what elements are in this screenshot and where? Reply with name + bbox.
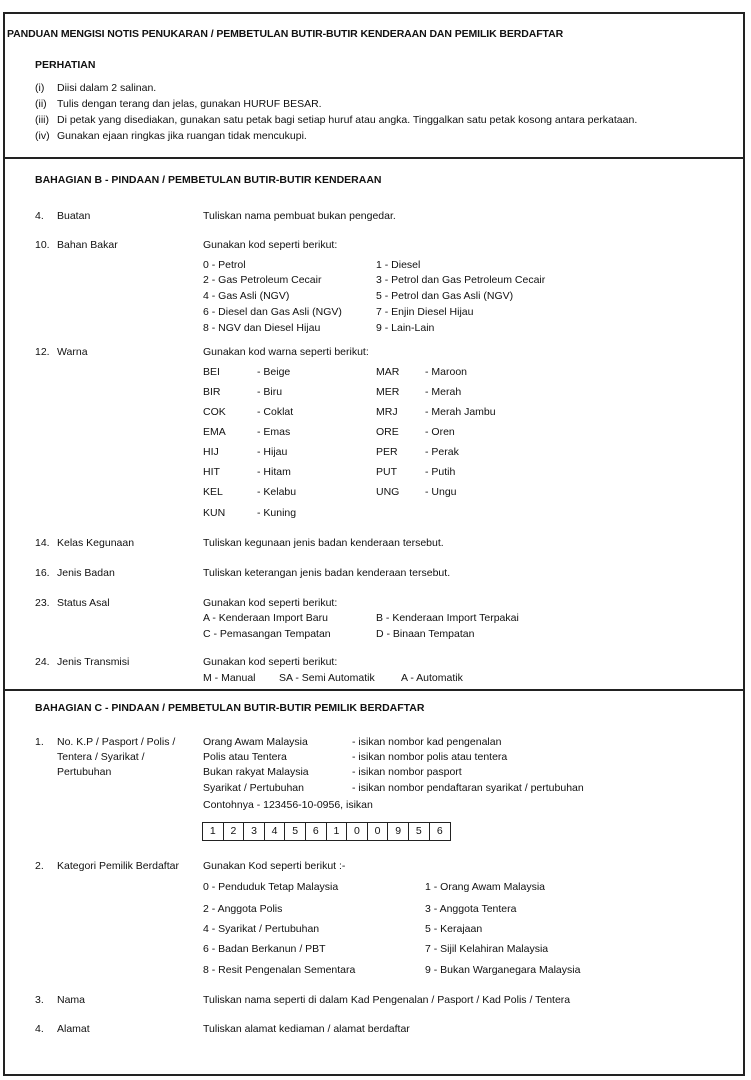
color-name: - Kelabu <box>257 486 297 498</box>
color-code: HIT <box>203 466 220 478</box>
color-name: - Biru <box>257 386 283 398</box>
bahagian-b-heading: BAHAGIAN B - PINDAAN / PEMBETULAN BUTIR-BUTIR KENDERAAN <box>35 174 382 186</box>
transmission-code: SA - Semi Automatik <box>279 672 375 684</box>
no-kp-label-line: Pertubuhan <box>57 766 112 778</box>
color-name: - Coklat <box>257 406 294 418</box>
color-name: - Beige <box>257 366 291 378</box>
digit-box: 5 <box>285 823 306 840</box>
item-number: 4. <box>35 1023 44 1035</box>
perhatian-item-text: Diisi dalam 2 salinan. <box>57 82 157 94</box>
warna-desc: Gunakan kod warna seperti berikut: <box>203 346 369 358</box>
item-number: 4. <box>35 210 44 222</box>
item-number: 14. <box>35 537 50 549</box>
fuel-code: 7 - Enjin Diesel Hijau <box>376 306 474 318</box>
status-asal-label: Status Asal <box>57 597 110 609</box>
category-code: 3 - Anggota Tentera <box>425 903 517 915</box>
jenis-badan-label: Jenis Badan <box>57 567 115 579</box>
document-title: PANDUAN MENGISI NOTIS PENUKARAN / PEMBETULAN BUTIR-BUTIR KENDERAAN DAN PEMILIK BERDAFTAR <box>7 28 564 40</box>
alamat-desc: Tuliskan alamat kediaman / alamat berdaftar <box>203 1023 410 1035</box>
item-number: 10. <box>35 239 50 251</box>
fuel-code: 6 - Diesel dan Gas Asli (NGV) <box>203 306 342 318</box>
perhatian-item-num: (iii) <box>35 114 49 126</box>
example-text: Contohnya - 123456-10-0956, isikan <box>203 799 373 811</box>
color-name: - Perak <box>425 446 459 458</box>
kategori-label: Kategori Pemilik Berdaftar <box>57 860 179 872</box>
color-code: KUN <box>203 507 226 519</box>
status-code: C - Pemasangan Tempatan <box>203 628 331 640</box>
id-type: Orang Awam Malaysia <box>203 736 308 748</box>
jenis-badan-desc: Tuliskan keterangan jenis badan kenderaan tersebut. <box>203 567 451 579</box>
color-name: - Emas <box>257 426 291 438</box>
section-divider <box>5 689 743 691</box>
item-number: 16. <box>35 567 50 579</box>
fuel-code: 9 - Lain-Lain <box>376 322 435 334</box>
fuel-code: 2 - Gas Petroleum Cecair <box>203 274 322 286</box>
bahan-bakar-desc: Gunakan kod seperti berikut: <box>203 239 338 251</box>
id-instruction: - isikan nombor pasport <box>352 766 462 778</box>
fuel-code: 1 - Diesel <box>376 259 421 271</box>
color-code: MRJ <box>376 406 398 418</box>
category-code: 7 - Sijil Kelahiran Malaysia <box>425 943 549 955</box>
category-code: 8 - Resit Pengenalan Sementara <box>203 964 356 976</box>
id-type: Syarikat / Pertubuhan <box>203 782 304 794</box>
bahan-bakar-label: Bahan Bakar <box>57 239 118 251</box>
id-instruction: - isikan nombor polis atau tentera <box>352 751 508 763</box>
item-number: 12. <box>35 346 50 358</box>
digit-box: 4 <box>265 823 286 840</box>
color-name: - Ungu <box>425 486 457 498</box>
color-code: KEL <box>203 486 223 498</box>
nama-label: Nama <box>57 994 86 1006</box>
transmission-code: M - Manual <box>203 672 256 684</box>
category-code: 4 - Syarikat / Pertubuhan <box>203 923 320 935</box>
category-code: 2 - Anggota Polis <box>203 903 283 915</box>
digit-box: 1 <box>203 823 224 840</box>
status-code: B - Kenderaan Import Terpakai <box>376 612 519 624</box>
digit-box: 1 <box>327 823 348 840</box>
status-code: A - Kenderaan Import Baru <box>203 612 328 624</box>
no-kp-label-line: No. K.P / Pasport / Polis / <box>57 736 176 748</box>
color-name: - Maroon <box>425 366 468 378</box>
bahagian-c-heading: BAHAGIAN C - PINDAAN / PEMBETULAN BUTIR-BUTIR PEMILIK BERDAFTAR <box>35 702 425 714</box>
digit-box: 5 <box>409 823 430 840</box>
color-name: - Hijau <box>257 446 288 458</box>
kelas-kegunaan-label: Kelas Kegunaan <box>57 537 135 549</box>
perhatian-item-text: Tulis dengan terang dan jelas, gunakan HURUF BESAR. <box>57 98 322 110</box>
fuel-code: 4 - Gas Asli (NGV) <box>203 290 290 302</box>
perhatian-heading: PERHATIAN <box>35 59 96 71</box>
color-code: BIR <box>203 386 221 398</box>
example-digit-boxes <box>202 822 451 841</box>
kelas-kegunaan-desc: Tuliskan kegunaan jenis badan kenderaan tersebut. <box>203 537 444 549</box>
perhatian-item-text: Di petak yang disediakan, gunakan satu petak bagi setiap huruf atau angka. Tinggalkan satu petak kosong antara perkataan. <box>57 114 638 126</box>
id-type: Polis atau Tentera <box>203 751 287 763</box>
status-code: D - Binaan Tempatan <box>376 628 475 640</box>
guide-form <box>3 12 745 1076</box>
color-name: - Putih <box>425 466 456 478</box>
perhatian-item-num: (i) <box>35 82 45 94</box>
buatan-label: Buatan <box>57 210 91 222</box>
color-code: COK <box>203 406 226 418</box>
no-kp-label-line: Tentera / Syarikat / <box>57 751 145 763</box>
digit-box: 2 <box>224 823 245 840</box>
transmission-code: A - Automatik <box>401 672 463 684</box>
item-number: 24. <box>35 656 50 668</box>
category-code: 0 - Penduduk Tetap Malaysia <box>203 881 339 893</box>
id-type: Bukan rakyat Malaysia <box>203 766 309 778</box>
color-code: ORE <box>376 426 399 438</box>
jenis-transmisi-label: Jenis Transmisi <box>57 656 130 668</box>
category-code: 6 - Badan Berkanun / PBT <box>203 943 326 955</box>
color-code: HIJ <box>203 446 219 458</box>
fuel-code: 8 - NGV dan Diesel Hijau <box>203 322 321 334</box>
section-divider <box>5 157 743 159</box>
color-name: - Kuning <box>257 507 297 519</box>
digit-box: 6 <box>436 825 443 837</box>
id-instruction: - isikan nombor pendaftaran syarikat / pertubuhan <box>352 782 584 794</box>
color-code: UNG <box>376 486 400 498</box>
color-name: - Oren <box>425 426 455 438</box>
digit-box: 9 <box>388 823 409 840</box>
fuel-code: 3 - Petrol dan Gas Petroleum Cecair <box>376 274 546 286</box>
digit-box: 0 <box>368 823 389 840</box>
item-number: 2. <box>35 860 44 872</box>
color-code: BEI <box>203 366 220 378</box>
id-instruction: - isikan nombor kad pengenalan <box>352 736 502 748</box>
color-code: PER <box>376 446 398 458</box>
perhatian-item-text: Gunakan ejaan ringkas jika ruangan tidak mencukupi. <box>57 130 307 142</box>
buatan-desc: Tuliskan nama pembuat bukan pengedar. <box>203 210 396 222</box>
category-code: 5 - Kerajaan <box>425 923 483 935</box>
fuel-code: 0 - Petrol <box>203 259 246 271</box>
digit-box: 0 <box>347 823 368 840</box>
jenis-transmisi-desc: Gunakan kod seperti berikut: <box>203 656 338 668</box>
digit-box: 6 <box>306 823 327 840</box>
category-code: 1 - Orang Awam Malaysia <box>425 881 546 893</box>
color-code: EMA <box>203 426 226 438</box>
item-number: 3. <box>35 994 44 1006</box>
alamat-label: Alamat <box>57 1023 90 1035</box>
color-code: PUT <box>376 466 397 478</box>
kategori-desc: Gunakan Kod seperti berikut :- <box>203 860 346 872</box>
digit-box: 3 <box>244 823 265 840</box>
color-name: - Hitam <box>257 466 291 478</box>
color-name: - Merah <box>425 386 462 398</box>
warna-label: Warna <box>57 346 88 358</box>
item-number: 1. <box>35 736 44 748</box>
fuel-code: 5 - Petrol dan Gas Asli (NGV) <box>376 290 514 302</box>
status-asal-desc: Gunakan kod seperti berikut: <box>203 597 338 609</box>
color-code: MER <box>376 386 400 398</box>
perhatian-item-num: (iv) <box>35 130 50 142</box>
item-number: 23. <box>35 597 50 609</box>
nama-desc: Tuliskan nama seperti di dalam Kad Pengenalan / Pasport / Kad Polis / Tentera <box>203 994 571 1006</box>
perhatian-item-num: (ii) <box>35 98 47 110</box>
category-code: 9 - Bukan Warganegara Malaysia <box>425 964 581 976</box>
color-code: MAR <box>376 366 400 378</box>
color-name: - Merah Jambu <box>425 406 496 418</box>
